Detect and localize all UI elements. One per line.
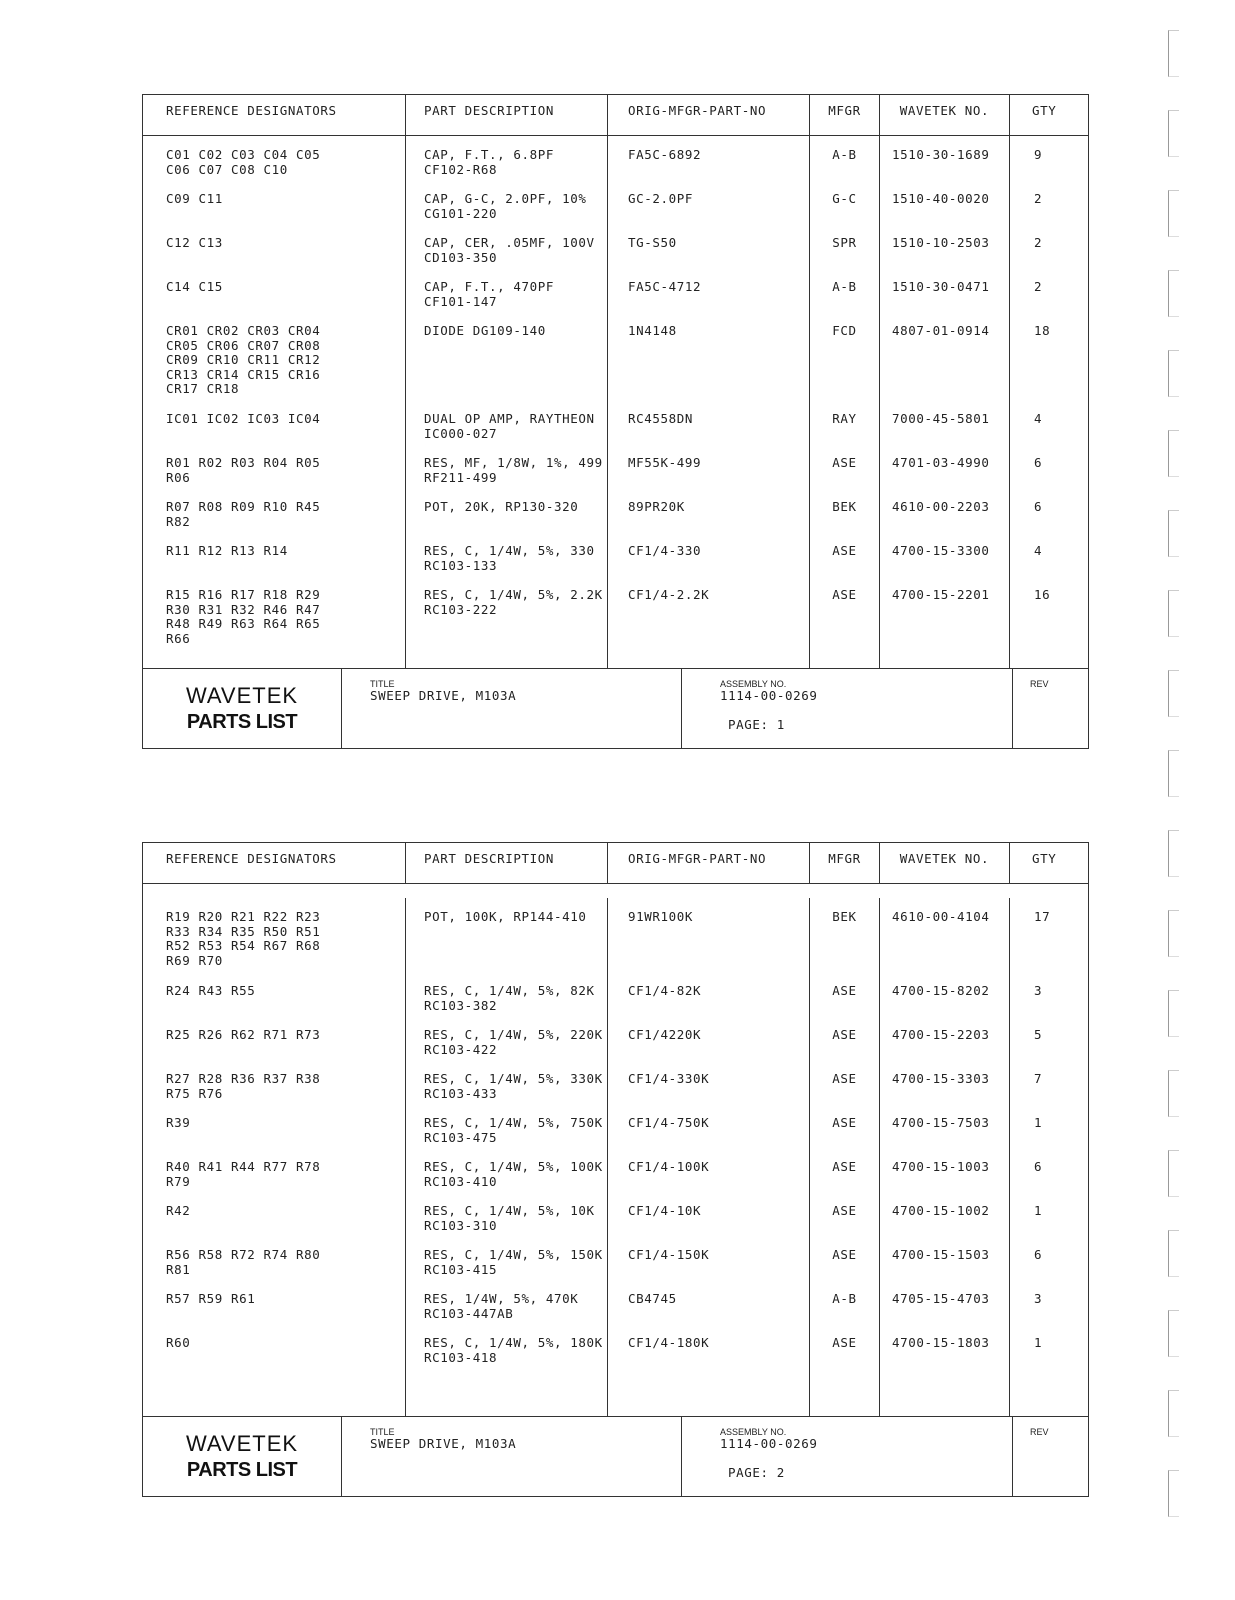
cell-qty: 6: [1009, 1236, 1088, 1280]
cell-ref: R25 R26 R62 R71 R73: [166, 1027, 321, 1042]
cell-qty: 1: [1009, 1192, 1088, 1236]
col-header-desc: PART DESCRIPTION: [405, 843, 607, 883]
col-header-wavetek: WAVETEK NO.: [879, 95, 1009, 135]
cell-ref: R57 R59 R61: [166, 1291, 256, 1306]
parts-list-sheet-1: [142, 94, 1089, 749]
cell-desc: CAP, F.T., 6.8PF CF102-R68: [405, 136, 607, 180]
cell-qty: 2: [1009, 268, 1088, 312]
table-row: [143, 444, 1088, 488]
cell-mfgr: G-C: [809, 180, 879, 224]
parts-list-sheet-2: [142, 842, 1089, 1497]
title-value: SWEEP DRIVE, M103A: [370, 688, 517, 703]
cell-wavetek: 4700-15-3300: [879, 532, 1009, 576]
table-row: [143, 972, 1088, 1016]
cell-mfgr: SPR: [809, 224, 879, 268]
cell-desc: DUAL OP AMP, RAYTHEON IC000-027: [405, 400, 607, 444]
table-row: [143, 1104, 1088, 1148]
cell-desc: RES, C, 1/4W, 5%, 750K RC103-475: [405, 1104, 607, 1148]
table-row: [143, 180, 1088, 224]
cell-qty: 4: [1009, 400, 1088, 444]
wavetek-logo: WAVETEK: [185, 683, 299, 708]
binder-tab-marks: [1168, 30, 1188, 1530]
assembly-block: [682, 669, 1013, 748]
col-header-ref: REFERENCE DESIGNATORS: [166, 851, 337, 866]
cell-mfgr: ASE: [809, 972, 879, 1016]
cell-orig: CF1/4-100K: [607, 1148, 809, 1192]
sheet-footer: [143, 668, 1088, 748]
table-row: [143, 268, 1088, 312]
cell-desc: RES, C, 1/4W, 5%, 2.2K RC103-222: [405, 576, 607, 668]
cell-mfgr: A-B: [809, 268, 879, 312]
cell-ref: R19 R20 R21 R22 R23 R33 R34 R35 R50 R51 R52 R53 R54 R67 R68 R69 R70: [166, 909, 321, 968]
cell-wavetek: 4610-00-4104: [879, 898, 1009, 972]
table-row: [143, 1324, 1088, 1416]
cell-orig: 89PR20K: [607, 488, 809, 532]
cell-ref: R39: [166, 1115, 191, 1130]
cell-orig: MF55K-499: [607, 444, 809, 488]
assembly-label: ASSEMBLY NO.: [720, 1427, 787, 1437]
table-row: [143, 576, 1088, 668]
cell-orig: CF1/4-180K: [607, 1324, 809, 1416]
table-row: [143, 400, 1088, 444]
binder-tab: [1168, 110, 1179, 157]
binder-tab: [1168, 30, 1179, 77]
cell-qty: 9: [1009, 136, 1088, 180]
binder-tab: [1168, 190, 1179, 237]
cell-desc: RES, C, 1/4W, 5%, 150K RC103-415: [405, 1236, 607, 1280]
wavetek-logo: WAVETEK: [185, 1431, 299, 1456]
table-row: [143, 224, 1088, 268]
assembly-number: 1114-00-0269: [720, 688, 818, 703]
cell-mfgr: ASE: [809, 1324, 879, 1416]
cell-desc: CAP, G-C, 2.0PF, 10% CG101-220: [405, 180, 607, 224]
col-header-orig: ORIG-MFGR-PART-NO: [607, 843, 809, 883]
cell-qty: 1: [1009, 1104, 1088, 1148]
page-number: PAGE: 2: [728, 1465, 785, 1480]
binder-tab: [1168, 430, 1179, 477]
cell-wavetek: 1510-10-2503: [879, 224, 1009, 268]
parts-list-label: PARTS LIST: [186, 711, 298, 733]
cell-qty: 16: [1009, 576, 1088, 668]
cell-wavetek: 4700-15-1803: [879, 1324, 1009, 1416]
binder-tab: [1168, 1310, 1179, 1357]
cell-orig: CF1/4-82K: [607, 972, 809, 1016]
cell-ref: R15 R16 R17 R18 R29 R30 R31 R32 R46 R47 R48 R49 R63 R64 R65 R66: [166, 587, 321, 646]
col-header-mfgr: MFGR: [809, 843, 879, 883]
binder-tab: [1168, 1470, 1179, 1517]
cell-mfgr: FCD: [809, 312, 879, 400]
cell-qty: 6: [1009, 444, 1088, 488]
binder-tab: [1168, 350, 1179, 397]
cell-ref: C01 C02 C03 C04 C05 C06 C07 C08 C10: [166, 147, 321, 177]
cell-wavetek: 4700-15-1503: [879, 1236, 1009, 1280]
cell-wavetek: 4807-01-0914: [879, 312, 1009, 400]
cell-orig: CF1/4-330: [607, 532, 809, 576]
binder-tab: [1168, 750, 1179, 797]
cell-wavetek: 4610-00-2203: [879, 488, 1009, 532]
cell-wavetek: 4700-15-1003: [879, 1148, 1009, 1192]
cell-ref: R40 R41 R44 R77 R78 R79: [166, 1159, 321, 1189]
binder-tab: [1168, 1390, 1179, 1437]
binder-tab: [1168, 910, 1179, 957]
cell-ref: R42: [166, 1203, 191, 1218]
cell-mfgr: ASE: [809, 1148, 879, 1192]
cell-ref: CR01 CR02 CR03 CR04 CR05 CR06 CR07 CR08 CR09 CR10 CR11 CR12 CR13 CR14 CR15 CR16 CR17 CR18: [166, 323, 321, 396]
title-value: SWEEP DRIVE, M103A: [370, 1436, 517, 1451]
table-body: [143, 136, 1088, 668]
cell-mfgr: ASE: [809, 532, 879, 576]
col-header-ref: REFERENCE DESIGNATORS: [166, 103, 337, 118]
cell-orig: CF1/4-750K: [607, 1104, 809, 1148]
cell-qty: 2: [1009, 224, 1088, 268]
binder-tab: [1168, 590, 1179, 637]
rev-label: REV: [1030, 679, 1049, 689]
cell-qty: 5: [1009, 1016, 1088, 1060]
binder-tab: [1168, 270, 1179, 317]
binder-tab: [1168, 510, 1179, 557]
cell-mfgr: ASE: [809, 1192, 879, 1236]
rev-label: REV: [1030, 1427, 1049, 1437]
table-header: [143, 843, 1088, 884]
cell-orig: TG-S50: [607, 224, 809, 268]
cell-orig: 91WR100K: [607, 898, 809, 972]
cell-ref: C12 C13: [166, 235, 223, 250]
cell-orig: CF1/4-150K: [607, 1236, 809, 1280]
cell-qty: 18: [1009, 312, 1088, 400]
cell-qty: 2: [1009, 180, 1088, 224]
cell-wavetek: 4700-15-7503: [879, 1104, 1009, 1148]
cell-orig: GC-2.0PF: [607, 180, 809, 224]
assembly-number: 1114-00-0269: [720, 1436, 818, 1451]
wavetek-logo-block: [143, 669, 342, 748]
cell-ref: R27 R28 R36 R37 R38 R75 R76: [166, 1071, 321, 1101]
cell-mfgr: A-B: [809, 1280, 879, 1324]
cell-desc: RES, C, 1/4W, 5%, 330K RC103-433: [405, 1060, 607, 1104]
cell-ref: C09 C11: [166, 191, 223, 206]
assembly-block: [682, 1417, 1013, 1496]
cell-mfgr: A-B: [809, 136, 879, 180]
cell-desc: RES, C, 1/4W, 5%, 330 RC103-133: [405, 532, 607, 576]
wavetek-logo-block: [143, 1417, 342, 1496]
table-row: [143, 136, 1088, 180]
cell-desc: RES, MF, 1/8W, 1%, 499 RF211-499: [405, 444, 607, 488]
cell-wavetek: 1510-40-0020: [879, 180, 1009, 224]
cell-qty: 6: [1009, 488, 1088, 532]
cell-ref: R11 R12 R13 R14: [166, 543, 288, 558]
cell-wavetek: 4705-15-4703: [879, 1280, 1009, 1324]
cell-mfgr: ASE: [809, 1016, 879, 1060]
col-header-orig: ORIG-MFGR-PART-NO: [607, 95, 809, 135]
table-row: [143, 532, 1088, 576]
table-row: [143, 488, 1088, 532]
rev-block: [1013, 669, 1088, 748]
binder-tab: [1168, 670, 1179, 717]
cell-qty: 1: [1009, 1324, 1088, 1416]
cell-desc: RES, 1/4W, 5%, 470K RC103-447AB: [405, 1280, 607, 1324]
cell-desc: RES, C, 1/4W, 5%, 10K RC103-310: [405, 1192, 607, 1236]
cell-wavetek: 4700-15-2203: [879, 1016, 1009, 1060]
cell-qty: 4: [1009, 532, 1088, 576]
cell-mfgr: ASE: [809, 444, 879, 488]
binder-tab: [1168, 1070, 1179, 1117]
cell-qty: 3: [1009, 972, 1088, 1016]
cell-qty: 3: [1009, 1280, 1088, 1324]
cell-wavetek: 4700-15-1002: [879, 1192, 1009, 1236]
table-row: [143, 1060, 1088, 1104]
col-header-mfgr: MFGR: [809, 95, 879, 135]
table-body: [143, 884, 1088, 1416]
cell-desc: CAP, F.T., 470PF CF101-147: [405, 268, 607, 312]
col-header-wavetek: WAVETEK NO.: [879, 843, 1009, 883]
cell-orig: CF1/4-2.2K: [607, 576, 809, 668]
binder-tab: [1168, 830, 1179, 877]
table-row: [143, 1016, 1088, 1060]
title-label: TITLE: [370, 679, 395, 689]
cell-wavetek: 4700-15-3303: [879, 1060, 1009, 1104]
cell-orig: CF1/4-330K: [607, 1060, 809, 1104]
table-row: [143, 1192, 1088, 1236]
cell-desc: POT, 100K, RP144-410: [405, 898, 607, 972]
cell-mfgr: ASE: [809, 576, 879, 668]
table-row: [143, 884, 1088, 972]
col-header-qty: GTY: [1009, 843, 1088, 883]
cell-ref: R07 R08 R09 R10 R45 R82: [166, 499, 321, 529]
table-header: [143, 95, 1088, 136]
cell-mfgr: BEK: [809, 898, 879, 972]
cell-ref: IC01 IC02 IC03 IC04: [166, 411, 321, 426]
cell-desc: RES, C, 1/4W, 5%, 100K RC103-410: [405, 1148, 607, 1192]
rev-block: [1013, 1417, 1088, 1496]
cell-wavetek: 1510-30-1689: [879, 136, 1009, 180]
cell-desc: RES, C, 1/4W, 5%, 220K RC103-422: [405, 1016, 607, 1060]
col-header-desc: PART DESCRIPTION: [405, 95, 607, 135]
cell-mfgr: RAY: [809, 400, 879, 444]
cell-orig: FA5C-6892: [607, 136, 809, 180]
assembly-label: ASSEMBLY NO.: [720, 679, 787, 689]
cell-orig: 1N4148: [607, 312, 809, 400]
cell-wavetek: 4700-15-8202: [879, 972, 1009, 1016]
cell-desc: RES, C, 1/4W, 5%, 180K RC103-418: [405, 1324, 607, 1416]
parts-list-label: PARTS LIST: [186, 1459, 298, 1481]
cell-orig: CF1/4220K: [607, 1016, 809, 1060]
table-row: [143, 1236, 1088, 1280]
page-number: PAGE: 1: [728, 717, 785, 732]
cell-orig: RC4558DN: [607, 400, 809, 444]
cell-ref: C14 C15: [166, 279, 223, 294]
cell-orig: FA5C-4712: [607, 268, 809, 312]
table-row: [143, 312, 1088, 400]
binder-tab: [1168, 1230, 1179, 1277]
title-label: TITLE: [370, 1427, 395, 1437]
cell-desc: DIODE DG109-140: [405, 312, 607, 400]
cell-orig: CF1/4-10K: [607, 1192, 809, 1236]
cell-qty: 7: [1009, 1060, 1088, 1104]
sheet-footer: [143, 1416, 1088, 1496]
cell-wavetek: 4700-15-2201: [879, 576, 1009, 668]
binder-tab: [1168, 1150, 1179, 1197]
cell-desc: RES, C, 1/4W, 5%, 82K RC103-382: [405, 972, 607, 1016]
table-row: [143, 1280, 1088, 1324]
cell-ref: R60: [166, 1335, 191, 1350]
cell-ref: R56 R58 R72 R74 R80 R81: [166, 1247, 321, 1277]
cell-wavetek: 7000-45-5801: [879, 400, 1009, 444]
cell-mfgr: ASE: [809, 1104, 879, 1148]
cell-wavetek: 4701-03-4990: [879, 444, 1009, 488]
cell-orig: CB4745: [607, 1280, 809, 1324]
title-block: [342, 669, 682, 748]
col-header-qty: GTY: [1009, 95, 1088, 135]
cell-mfgr: BEK: [809, 488, 879, 532]
cell-desc: CAP, CER, .05MF, 100V CD103-350: [405, 224, 607, 268]
cell-qty: 6: [1009, 1148, 1088, 1192]
cell-qty: 17: [1009, 898, 1088, 972]
cell-mfgr: ASE: [809, 1060, 879, 1104]
cell-desc: POT, 20K, RP130-320: [405, 488, 607, 532]
binder-tab: [1168, 990, 1179, 1037]
title-block: [342, 1417, 682, 1496]
cell-ref: R24 R43 R55: [166, 983, 256, 998]
cell-wavetek: 1510-30-0471: [879, 268, 1009, 312]
cell-mfgr: ASE: [809, 1236, 879, 1280]
cell-ref: R01 R02 R03 R04 R05 R06: [166, 455, 321, 485]
table-row: [143, 1148, 1088, 1192]
